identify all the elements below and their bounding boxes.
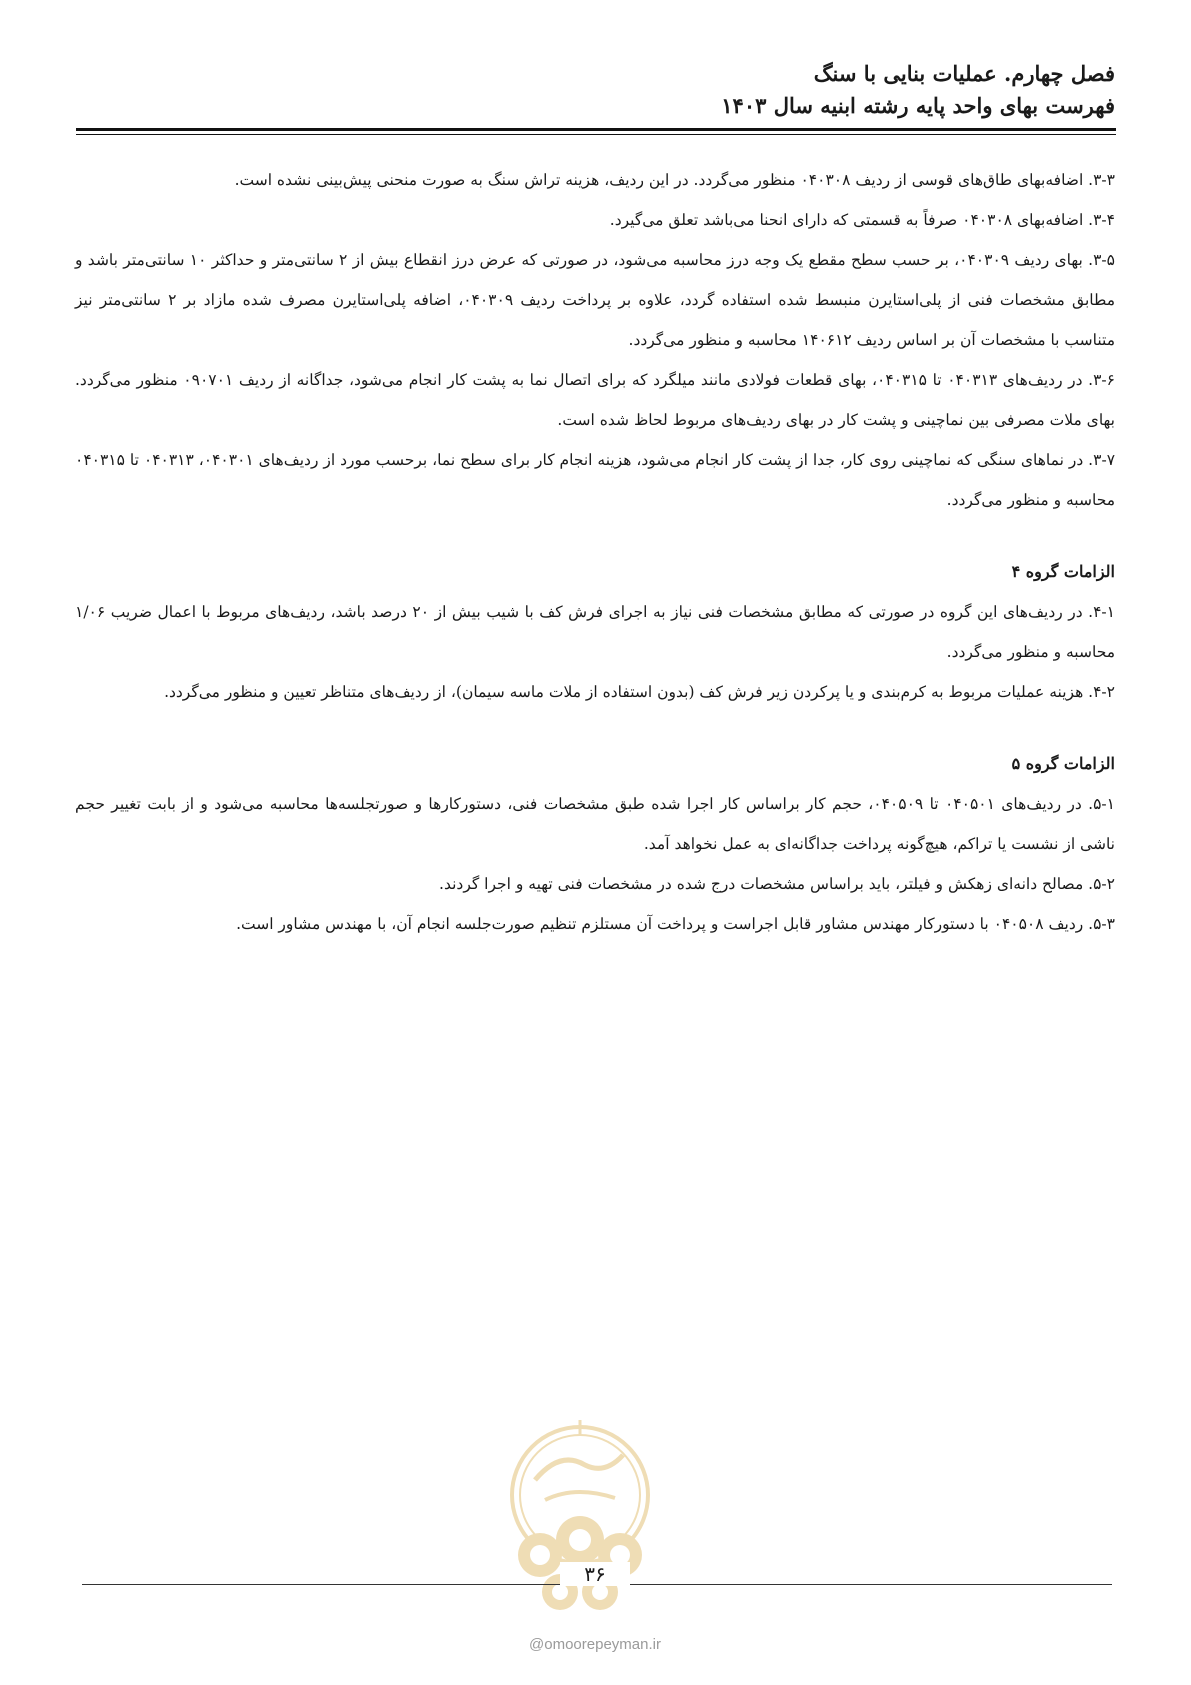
header-rule-thin bbox=[76, 134, 1116, 135]
seal-logo-icon bbox=[505, 1420, 655, 1630]
paragraph-3-5: ۳-۵. بهای ردیف ۰۴۰۳۰۹، بر حسب سطح مقطع یک وجه درز محاسبه می‌شود، در صورتی که عرض درز انقطاع بیش از ۲ سانتی‌متر و حداکثر ۱۰ سانتی‌متر باشد و مطابق مشخصات فنی از پلی‌استایرن منبسط شده استفاده گردد، علاوه بر پرداخت ردیف ۰۴۰۳۰۹، اضافه پلی‌استایرن مصرف شده مازاد بر ۲ سانتی‌متر نیز متناسب با مشخصات آن بر اساس ردیف ۱۴۰۶۱۲ محاسبه و منظور می‌گردد. bbox=[75, 251, 1115, 349]
paragraph-3-3: ۳-۳. اضافه‌بهای طاق‌های قوسی از ردیف ۰۴۰۳۰۸ منظور می‌گردد. در این ردیف، هزینه تراش سنگ به صورت منحنی پیش‌بینی نشده است. bbox=[234, 171, 1115, 189]
chapter-title: فصل چهارم. عملیات بنایی با سنگ bbox=[813, 61, 1115, 86]
group5-title: الزامات گروه ۵ bbox=[1011, 754, 1115, 773]
group3-paragraphs bbox=[75, 160, 1115, 520]
paragraph-5-2: ۵-۲. مصالح دانه‌ای زهکش و فیلتر، باید براساس مشخصات درج شده در مشخصات فنی تهیه و اجرا گردند. bbox=[439, 875, 1115, 893]
group4-title: الزامات گروه ۴ bbox=[1011, 562, 1115, 581]
paragraph-4-2: ۴-۲. هزینه عملیات مربوط به کرم‌بندی و یا پرکردن زیر فرش کف (بدون استفاده از ملات ماسه سیمان)، از ردیف‌های متناظر تعیین و منظور می‌گردد. bbox=[164, 683, 1115, 701]
header-rule-thick bbox=[76, 128, 1116, 131]
group5-section bbox=[75, 744, 1115, 944]
paragraph-5-3: ۵-۳. ردیف ۰۴۰۵۰۸ با دستورکار مهندس مشاور قابل اجراست و پرداخت آن مستلزم تنظیم صورت‌جلسه انجام آن، با مهندس مشاور است. bbox=[236, 915, 1115, 933]
watermark-url: @omoorepeyman.ir bbox=[529, 1636, 661, 1653]
group4-section bbox=[75, 552, 1115, 712]
page-content bbox=[75, 160, 1115, 944]
paragraph-3-7: ۳-۷. در نماهای سنگی که نماچینی روی کار، جدا از پشت کار انجام می‌شود، هزینه انجام کار برای سطح نما، برحسب مورد از ردیف‌های ۰۴۰۳۰۱، ۰۴۰۳۱۳ تا ۰۴۰۳۱۵ محاسبه و منظور می‌گردد. bbox=[75, 451, 1116, 509]
paragraph-3-4: ۳-۴. اضافه‌بهای ۰۴۰۳۰۸ صرفاً به قسمتی که دارای انحنا می‌باشد تعلق می‌گیرد. bbox=[609, 211, 1115, 229]
paragraph-3-6: ۳-۶. در ردیف‌های ۰۴۰۳۱۳ تا ۰۴۰۳۱۵، بهای قطعات فولادی مانند میلگرد که برای اتصال نما به پشت کار انجام می‌شود، جداگانه از ردیف ۰۹۰۷۰۱ منظور می‌گردد. بهای ملات مصرفی بین نماچینی و پشت کار در بهای ردیف‌های مربوط لحاظ شده است. bbox=[75, 371, 1115, 429]
paragraph-4-1: ۴-۱. در ردیف‌های این گروه در صورتی که مطابق مشخصات فنی نیاز به اجرای فرش کف با شیب بیش از ۲۰ درصد باشد، ردیف‌های مربوط با اعمال ضریب ۱/۰۶ محاسبه و منظور می‌گردد. bbox=[75, 603, 1115, 661]
page-number: ۳۶ bbox=[560, 1562, 630, 1586]
paragraph-5-1: ۵-۱. در ردیف‌های ۰۴۰۵۰۱ تا ۰۴۰۵۰۹، حجم کار براساس کار اجرا شده طبق مشخصات فنی، دستورکارها و صورتجلسه‌ها محاسبه می‌شود و از بابت تغییر حجم ناشی از نشست یا تراکم، هیچ‌گونه پرداخت جداگانه‌ای به عمل نخواهد آمد. bbox=[75, 795, 1115, 853]
document-title: فهرست بهای واحد پایه رشته ابنیه سال ۱۴۰۳ bbox=[721, 93, 1115, 118]
page-header bbox=[75, 58, 1115, 122]
